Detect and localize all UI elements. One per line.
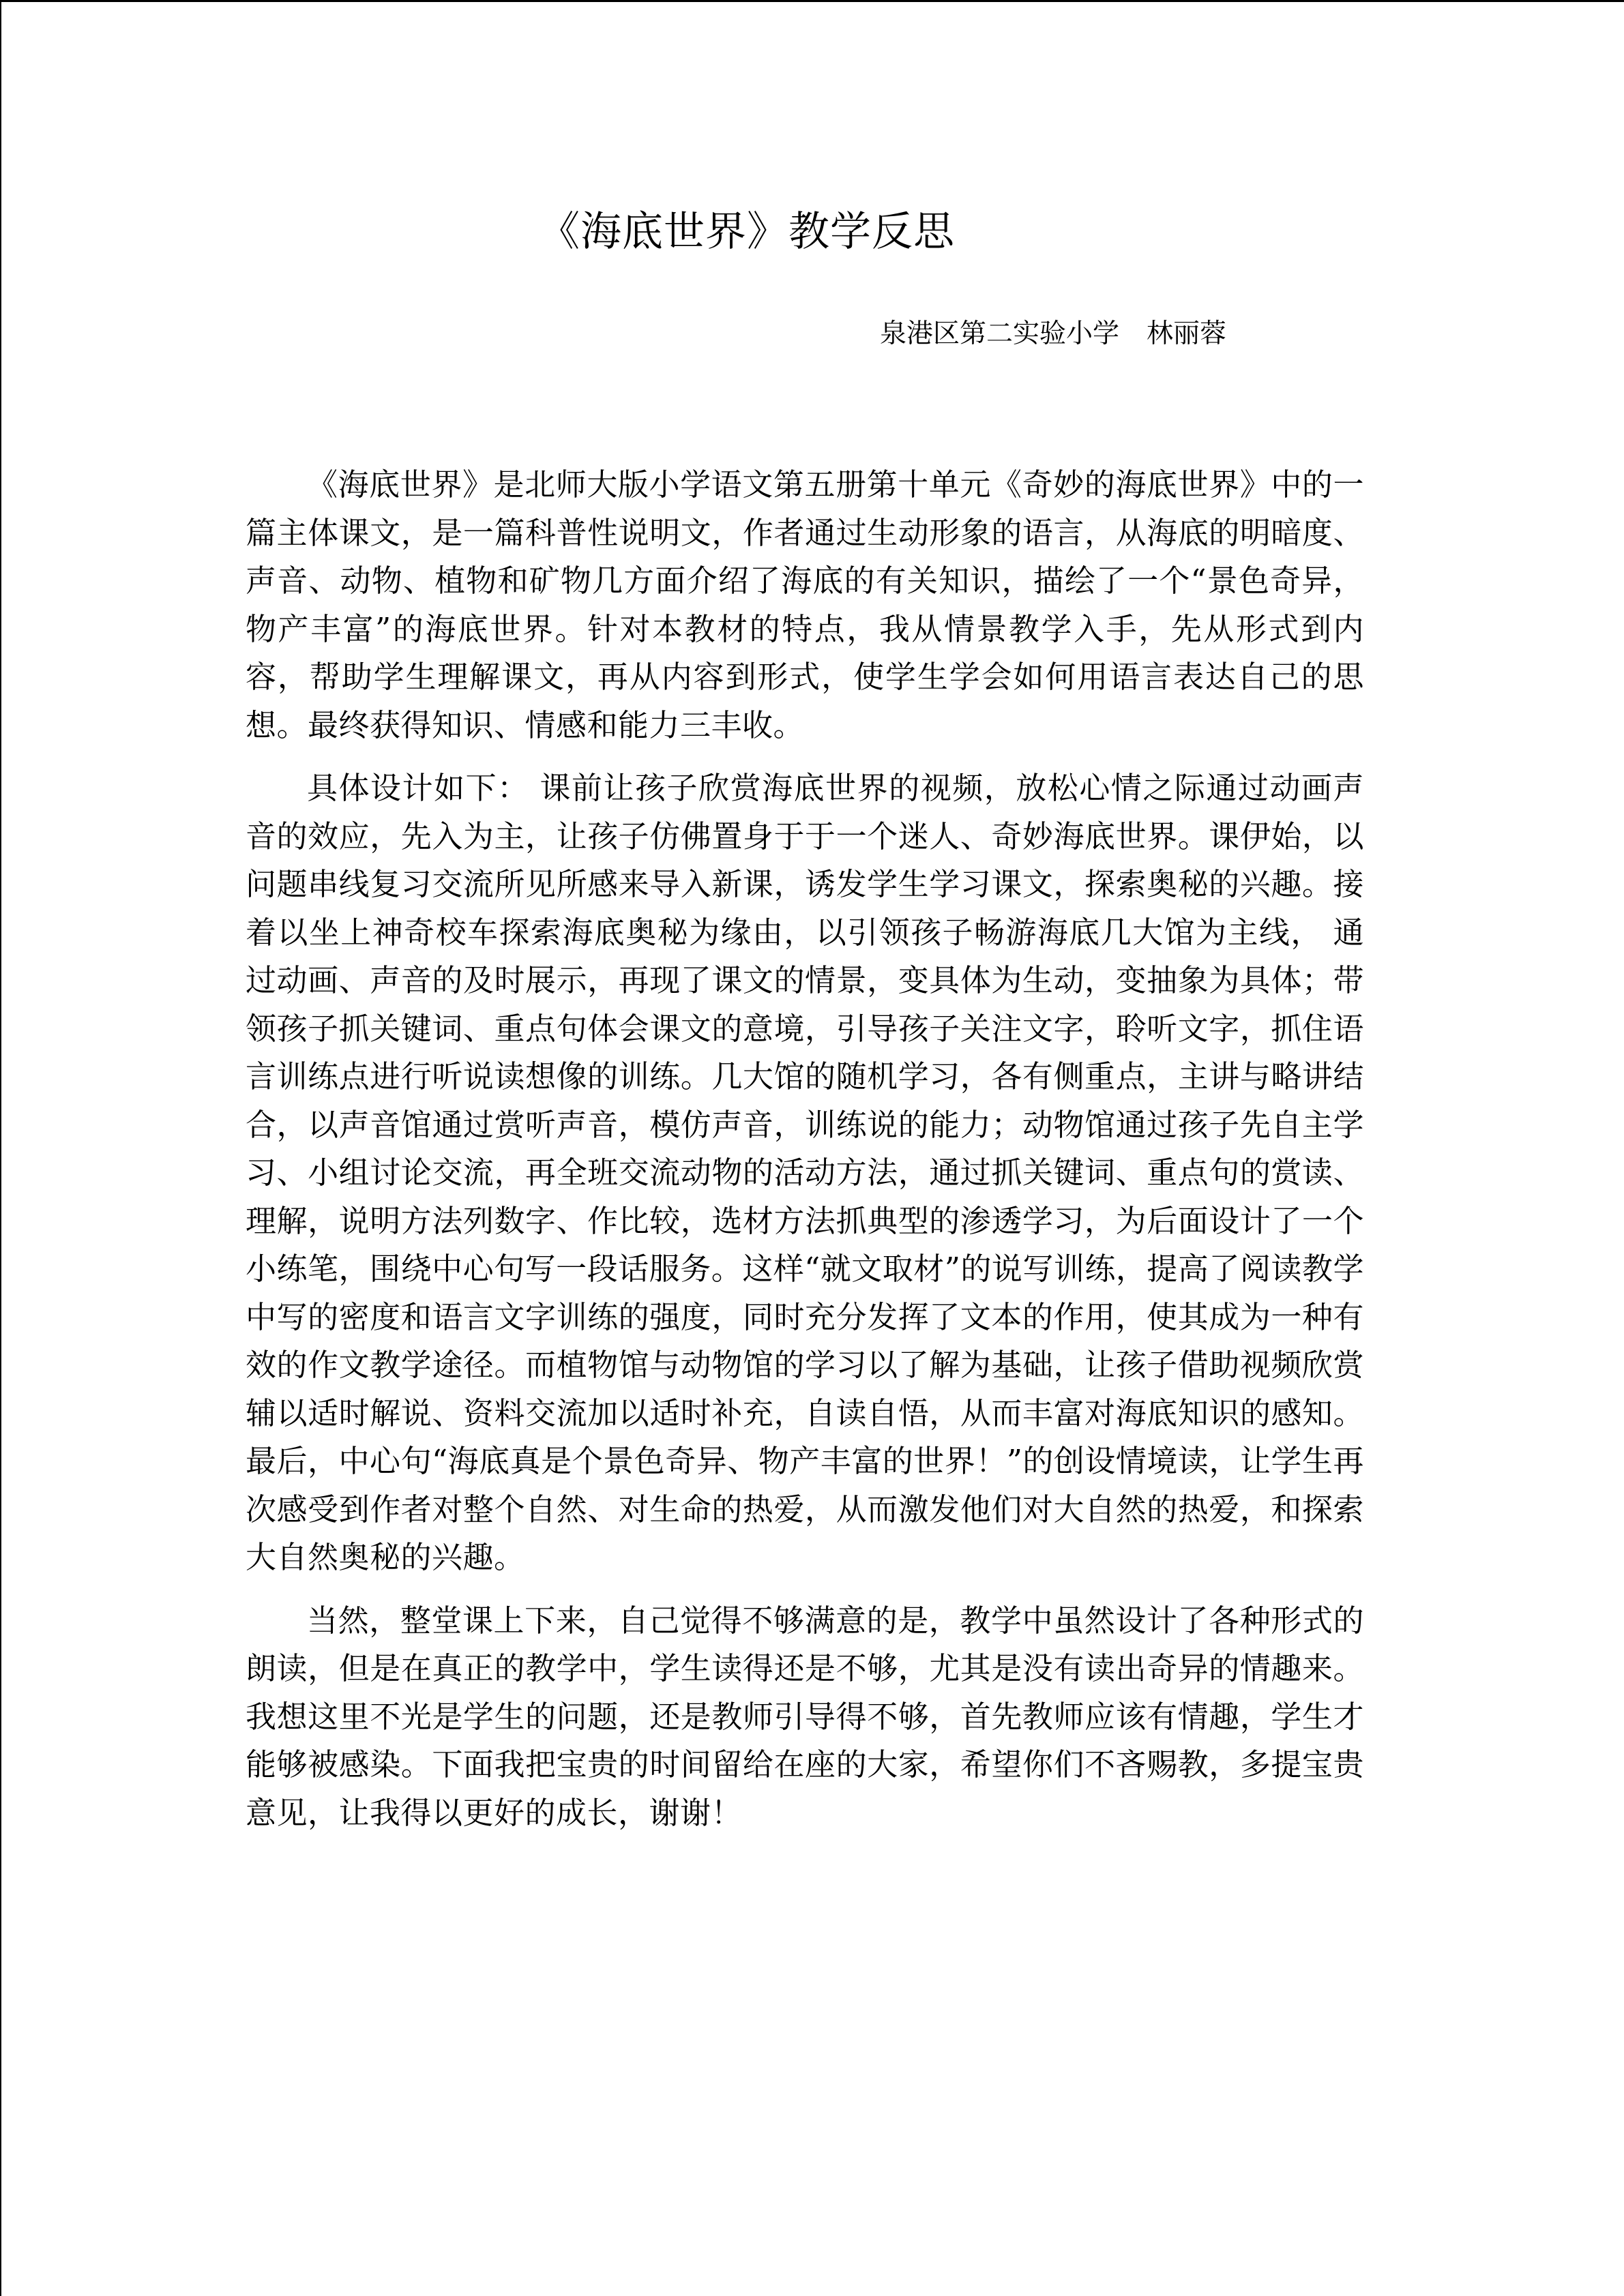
author-name: 林丽蓉	[1147, 318, 1227, 349]
paragraph-design: 具体设计如下： 课前让孩子欣赏海底世界的视频，放松心情之际通过动画声音的效应，先入为主，让孩子仿佛置身于于一个迷人、奇妙海底世界。课伊始，以问题串线复习交流所见所感来导入新课，诱发学生学习课文，探索奥秘的兴趣。接着以坐上神奇校车探索海底奥秘为缘由，以引领孩子畅游海底几大馆为主线， 通过动画、声音的及时展示，再现了课文的情景，变具体为生动，变抽象为具体；带领孩子抓关键词、重点句体会课文的意境，引导孩子关注文字，聆听文字，抓住语言训练点进行听说读想像的训练。几大馆的随机学习，各有侧重点，主讲与略讲结合，以声音馆通过赏听声音，模仿声音，训练说的能力；动物馆通过孩子先自主学习、小组讨论交流，再全班交流动物的活动方法，通过抓关键词、重点句的赏读、理解，说明方法列数字、作比较，选材方法抓典型的渗透学习，为后面设计了一个小练笔，围绕中心句写一段话服务。这样“就文取材”的说写训练，提高了阅读教学中写的密度和语言文字训练的强度，同时充分发挥了文本的作用，使其成为一种有效的作文教学途径。而植物馆与动物馆的学习以了解为基础，让孩子借助视频欣赏辅以适时解说、资料交流加以适时补充，自读自悟，从而丰富对海底知识的感知。最后，中心句“海底真是个景色奇异、物产丰富的世界！”的创设情境读，让学生再次感受到作者对整个自然、对生命的热爱，从而激发他们对大自然的热爱，和探索大自然奥秘的兴趣。	[246, 770, 1364, 1575]
document-body	[246, 461, 1364, 1852]
page-left-border	[0, 0, 1, 2296]
author-line	[880, 315, 1226, 353]
paragraph-reflection: 当然，整堂课上下来，自己觉得不够满意的是，教学中虽然设计了各种形式的朗读，但是在真正的教学中，学生读得还是不够，尤其是没有读出奇异的情趣来。我想这里不光是学生的问题，还是教师引导得不够，首先教师应该有情趣，学生才能够被感染。下面我把宝贵的时间留给在座的大家，希望你们不吝赐教，多提宝贵意见，让我得以更好的成长，谢谢！	[246, 1602, 1364, 1831]
author-school: 泉港区第二实验小学	[880, 318, 1120, 349]
document-title: 《海底世界》教学反思	[539, 208, 955, 256]
page-top-border	[0, 0, 1624, 2]
paragraph-intro: 《海底世界》是北师大版小学语文第五册第十单元《奇妙的海底世界》中的一篇主体课文，是一篇科普性说明文，作者通过生动形象的语言，从海底的明暗度、声音、动物、植物和矿物几方面介绍了海底的有关知识，描绘了一个“景色奇异，物产丰富”的海底世界。针对本教材的特点，我从情景教学入手，先从形式到内容，帮助学生理解课文，再从内容到形式，使学生学会如何用语言表达自己的思想。最终获得知识、情感和能力三丰收。	[246, 466, 1364, 743]
